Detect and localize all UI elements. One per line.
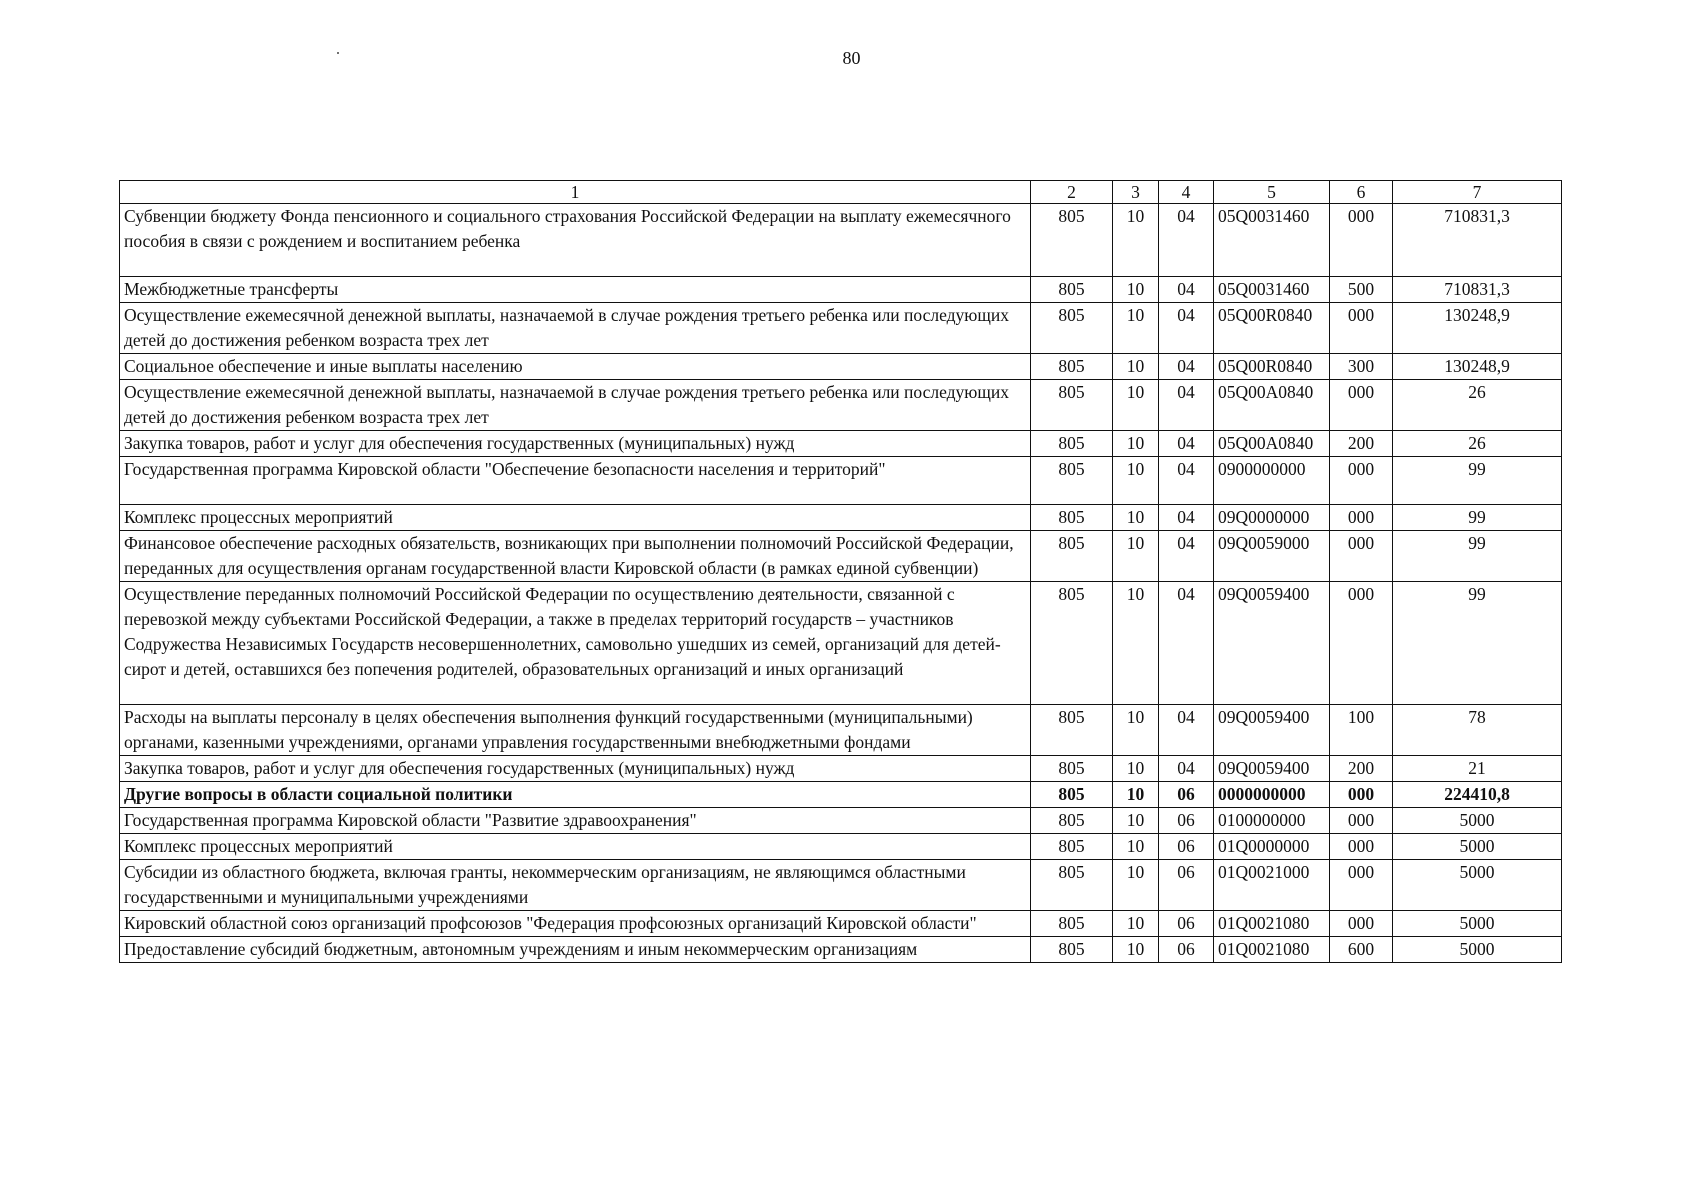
row-section-cell: 10 (1113, 303, 1159, 354)
table-row (120, 431, 1562, 457)
header-col-4: 4 (1159, 181, 1214, 204)
row-expense-type-cell: 000 (1330, 808, 1393, 834)
row-amount-cell: 99 (1393, 505, 1562, 531)
row-section-cell: 10 (1113, 756, 1159, 782)
table-row (120, 756, 1562, 782)
header-col-3: 3 (1113, 181, 1159, 204)
row-target-article-cell: 09Q0059400 (1214, 582, 1330, 705)
row-target-article-cell: 05Q00R0840 (1214, 354, 1330, 380)
row-target-article-cell: 0900000000 (1214, 457, 1330, 505)
table-header-row (120, 181, 1562, 204)
table-row (120, 911, 1562, 937)
table-row (120, 705, 1562, 756)
row-section-cell: 10 (1113, 457, 1159, 505)
table-row (120, 782, 1562, 808)
row-section-cell: 10 (1113, 431, 1159, 457)
row-code-cell: 805 (1031, 531, 1113, 582)
row-target-article-cell: 05Q0031460 (1214, 277, 1330, 303)
row-expense-type-cell: 000 (1330, 911, 1393, 937)
row-target-article-cell: 05Q00A0840 (1214, 380, 1330, 431)
row-amount-cell: 5000 (1393, 937, 1562, 963)
row-amount-cell: 26 (1393, 380, 1562, 431)
row-section-cell: 10 (1113, 937, 1159, 963)
row-section-cell: 10 (1113, 354, 1159, 380)
row-subsection-cell: 04 (1159, 531, 1214, 582)
row-amount-cell: 710831,3 (1393, 277, 1562, 303)
row-target-article-cell: 05Q0031460 (1214, 204, 1330, 277)
row-name-cell: Субвенции бюджету Фонда пенсионного и социального страхования Российской Федерации на выплату ежемесячного пособия в связи с рождением и воспитанием ребенка (120, 204, 1031, 277)
row-code-cell: 805 (1031, 354, 1113, 380)
header-col-7: 7 (1393, 181, 1562, 204)
row-section-cell: 10 (1113, 531, 1159, 582)
row-subsection-cell: 04 (1159, 431, 1214, 457)
row-code-cell: 805 (1031, 582, 1113, 705)
row-amount-cell: 130248,9 (1393, 354, 1562, 380)
row-name-cell: Закупка товаров, работ и услуг для обеспечения государственных (муниципальных) нужд (120, 431, 1031, 457)
row-code-cell: 805 (1031, 860, 1113, 911)
row-section-cell: 10 (1113, 380, 1159, 431)
row-amount-cell: 5000 (1393, 860, 1562, 911)
row-section-cell: 10 (1113, 834, 1159, 860)
table-row (120, 937, 1562, 963)
header-col-5: 5 (1214, 181, 1330, 204)
row-code-cell: 805 (1031, 834, 1113, 860)
row-subsection-cell: 06 (1159, 860, 1214, 911)
row-code-cell: 805 (1031, 808, 1113, 834)
row-amount-cell: 21 (1393, 756, 1562, 782)
row-expense-type-cell: 000 (1330, 582, 1393, 705)
row-subsection-cell: 04 (1159, 457, 1214, 505)
row-section-cell: 10 (1113, 860, 1159, 911)
row-expense-type-cell: 600 (1330, 937, 1393, 963)
table-row (120, 582, 1562, 705)
row-code-cell: 805 (1031, 457, 1113, 505)
scan-speck (337, 52, 339, 54)
budget-table (119, 180, 1562, 963)
row-section-cell: 10 (1113, 505, 1159, 531)
row-code-cell: 805 (1031, 782, 1113, 808)
row-target-article-cell: 09Q0059400 (1214, 705, 1330, 756)
row-code-cell: 805 (1031, 204, 1113, 277)
row-code-cell: 805 (1031, 937, 1113, 963)
row-target-article-cell: 01Q0000000 (1214, 834, 1330, 860)
table-row (120, 531, 1562, 582)
row-name-cell: Субсидии из областного бюджета, включая гранты, некоммерческим организациям, не являющимся областными государственными и муниципальными учреждениями (120, 860, 1031, 911)
row-amount-cell: 5000 (1393, 911, 1562, 937)
row-code-cell: 805 (1031, 505, 1113, 531)
row-section-cell: 10 (1113, 808, 1159, 834)
row-code-cell: 805 (1031, 380, 1113, 431)
table-row (120, 505, 1562, 531)
row-name-cell: Другие вопросы в области социальной политики (120, 782, 1031, 808)
row-target-article-cell: 09Q0059400 (1214, 756, 1330, 782)
table-row (120, 204, 1562, 277)
row-subsection-cell: 04 (1159, 705, 1214, 756)
row-name-cell: Предоставление субсидий бюджетным, автономным учреждениям и иным некоммерческим организациям (120, 937, 1031, 963)
row-expense-type-cell: 200 (1330, 756, 1393, 782)
row-target-article-cell: 09Q0000000 (1214, 505, 1330, 531)
row-subsection-cell: 04 (1159, 582, 1214, 705)
row-subsection-cell: 04 (1159, 303, 1214, 354)
row-name-cell: Осуществление переданных полномочий Российской Федерации по осуществлению деятельности, связанной с перевозкой между субъектами Российской Федерации, а также в пределах территорий государств – участников Содружества Независимых Государств несовершеннолетних, самовольно ушедших из семей, организаций для детей-сирот и детей, оставшихся без попечения родителей, образовательных организаций и иных организаций (120, 582, 1031, 705)
row-target-article-cell: 01Q0021000 (1214, 860, 1330, 911)
row-expense-type-cell: 000 (1330, 303, 1393, 354)
row-subsection-cell: 04 (1159, 505, 1214, 531)
header-col-2: 2 (1031, 181, 1113, 204)
row-amount-cell: 99 (1393, 457, 1562, 505)
row-name-cell: Социальное обеспечение и иные выплаты населению (120, 354, 1031, 380)
row-expense-type-cell: 000 (1330, 782, 1393, 808)
header-col-6: 6 (1330, 181, 1393, 204)
row-target-article-cell: 01Q0021080 (1214, 911, 1330, 937)
row-name-cell: Финансовое обеспечение расходных обязательств, возникающих при выполнении полномочий Российской Федерации, переданных для осуществления органам государственной власти Кировской области (в рамках единой субвенции) (120, 531, 1031, 582)
table-row (120, 834, 1562, 860)
row-amount-cell: 99 (1393, 531, 1562, 582)
row-name-cell: Комплекс процессных мероприятий (120, 834, 1031, 860)
row-name-cell: Межбюджетные трансферты (120, 277, 1031, 303)
row-amount-cell: 224410,8 (1393, 782, 1562, 808)
row-subsection-cell: 04 (1159, 277, 1214, 303)
row-code-cell: 805 (1031, 431, 1113, 457)
row-amount-cell: 710831,3 (1393, 204, 1562, 277)
row-subsection-cell: 06 (1159, 937, 1214, 963)
header-col-1: 1 (120, 181, 1031, 204)
row-target-article-cell: 09Q0059000 (1214, 531, 1330, 582)
row-expense-type-cell: 200 (1330, 431, 1393, 457)
row-expense-type-cell: 000 (1330, 860, 1393, 911)
table-row (120, 457, 1562, 505)
row-target-article-cell: 05Q00A0840 (1214, 431, 1330, 457)
row-section-cell: 10 (1113, 782, 1159, 808)
row-name-cell: Государственная программа Кировской области "Обеспечение безопасности населения и территорий" (120, 457, 1031, 505)
row-expense-type-cell: 300 (1330, 354, 1393, 380)
row-amount-cell: 5000 (1393, 808, 1562, 834)
table-row (120, 380, 1562, 431)
row-code-cell: 805 (1031, 911, 1113, 937)
row-expense-type-cell: 500 (1330, 277, 1393, 303)
row-subsection-cell: 06 (1159, 782, 1214, 808)
row-amount-cell: 78 (1393, 705, 1562, 756)
row-subsection-cell: 04 (1159, 756, 1214, 782)
row-code-cell: 805 (1031, 277, 1113, 303)
row-subsection-cell: 04 (1159, 354, 1214, 380)
row-amount-cell: 26 (1393, 431, 1562, 457)
row-code-cell: 805 (1031, 756, 1113, 782)
row-section-cell: 10 (1113, 204, 1159, 277)
row-amount-cell: 130248,9 (1393, 303, 1562, 354)
row-code-cell: 805 (1031, 303, 1113, 354)
row-name-cell: Комплекс процессных мероприятий (120, 505, 1031, 531)
table-row (120, 860, 1562, 911)
row-section-cell: 10 (1113, 277, 1159, 303)
row-section-cell: 10 (1113, 911, 1159, 937)
row-target-article-cell: 05Q00R0840 (1214, 303, 1330, 354)
row-name-cell: Кировский областной союз организаций профсоюзов "Федерация профсоюзных организаций Кировской области" (120, 911, 1031, 937)
row-expense-type-cell: 000 (1330, 457, 1393, 505)
row-expense-type-cell: 000 (1330, 531, 1393, 582)
row-subsection-cell: 04 (1159, 204, 1214, 277)
row-subsection-cell: 04 (1159, 380, 1214, 431)
table-row (120, 808, 1562, 834)
row-section-cell: 10 (1113, 705, 1159, 756)
row-amount-cell: 99 (1393, 582, 1562, 705)
row-name-cell: Расходы на выплаты персоналу в целях обеспечения выполнения функций государственными (муниципальными) органами, казенными учреждениями, органами управления государственными внебюджетными фондами (120, 705, 1031, 756)
row-expense-type-cell: 000 (1330, 834, 1393, 860)
row-subsection-cell: 06 (1159, 911, 1214, 937)
row-subsection-cell: 06 (1159, 834, 1214, 860)
page-number: 80 (842, 48, 861, 68)
table-row (120, 354, 1562, 380)
row-name-cell: Закупка товаров, работ и услуг для обеспечения государственных (муниципальных) нужд (120, 756, 1031, 782)
row-target-article-cell: 0100000000 (1214, 808, 1330, 834)
row-amount-cell: 5000 (1393, 834, 1562, 860)
row-subsection-cell: 06 (1159, 808, 1214, 834)
row-expense-type-cell: 000 (1330, 380, 1393, 431)
row-expense-type-cell: 100 (1330, 705, 1393, 756)
row-expense-type-cell: 000 (1330, 204, 1393, 277)
row-target-article-cell: 0000000000 (1214, 782, 1330, 808)
row-section-cell: 10 (1113, 582, 1159, 705)
row-name-cell: Осуществление ежемесячной денежной выплаты, назначаемой в случае рождения третьего ребенка или последующих детей до достижения ребенком возраста трех лет (120, 303, 1031, 354)
table-row (120, 277, 1562, 303)
row-name-cell: Осуществление ежемесячной денежной выплаты, назначаемой в случае рождения третьего ребенка или последующих детей до достижения ребенком возраста трех лет (120, 380, 1031, 431)
row-expense-type-cell: 000 (1330, 505, 1393, 531)
row-name-cell: Государственная программа Кировской области "Развитие здравоохранения" (120, 808, 1031, 834)
row-code-cell: 805 (1031, 705, 1113, 756)
row-target-article-cell: 01Q0021080 (1214, 937, 1330, 963)
table-row (120, 303, 1562, 354)
